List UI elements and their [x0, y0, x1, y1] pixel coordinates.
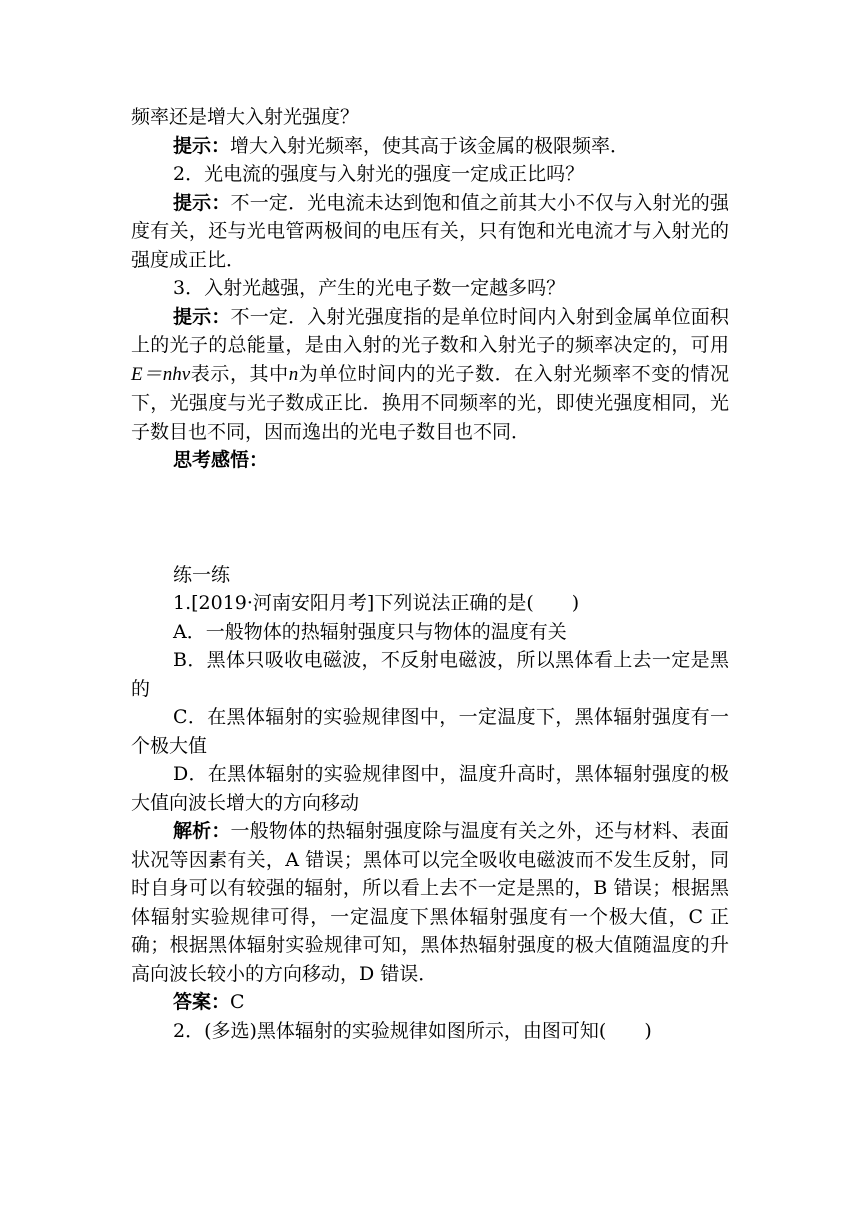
page-content — [131, 103, 729, 1045]
answer-value: C — [230, 991, 245, 1013]
practice-question-2: 2．(多选)黑体辐射的实验规律如图所示，由图可知( ) — [173, 1019, 652, 1042]
question-2: 2．光电流的强度与入射光的强度一定成正比吗？ — [173, 163, 585, 185]
hint-text-part2: 表示，其中 — [190, 362, 289, 385]
analysis-text: 一般物体的热辐射强度除与温度有关之外，还与材料、表面状况等因素有关，A 错误；黑体可以完全吸收电磁波而不发生反射，同时自身可以有较强的辐射，所以看上去不一定是黑的，B 错误；根据黑体辐射实验规律可得，一定温度下黑体辐射强度有一个极大值，C 正确；根据黑体辐射实验规律可知，黑体热辐射强度的极大值随温度的升高向波长较小的方向移动，D 错误． — [131, 820, 729, 985]
option-a: A．一般物体的热辐射强度只与物体的温度有关 — [173, 620, 567, 643]
blank-space — [131, 475, 729, 561]
hint-label: 提示： — [173, 134, 231, 157]
question-continuation: 频率还是增大入射光强度？ — [131, 106, 360, 128]
option-c: C．在黑体辐射的实验规律图中，一定温度下，黑体辐射强度有一个极大值 — [131, 706, 729, 757]
answer — [131, 988, 729, 1017]
option-d: D．在黑体辐射的实验规律图中，温度升高时，黑体辐射强度的极大值向波长增大的方向移动 — [131, 763, 729, 814]
hint-text: 增大入射光频率，使其高于该金属的极限频率． — [230, 134, 630, 157]
practice-question-1: 1.[2019·河南安阳月考]下列说法正确的是( ) — [173, 592, 580, 614]
hint-2 — [131, 189, 729, 275]
hint-text-part3: 为单位时间内的光子数．在入射光频率不变的情况下，光强度与光子数成正比．换用不同频率的光，即使光强度相同，光子数目也不同，因而逸出的光电子数目也不同． — [131, 362, 729, 443]
formula: E＝nhν — [131, 363, 191, 385]
question-3: 3．入射光越强，产生的光电子数一定越多吗？ — [173, 277, 566, 299]
hint-text: 不一定．光电流未达到饱和值之前其大小不仅与入射光的强度有关，还与光电管两极间的电压有关，只有饱和光电流才与入射光的强度成正比． — [131, 191, 729, 271]
practice-heading: 练一练 — [173, 563, 231, 586]
hint-label: 提示： — [173, 191, 231, 214]
reflection-label: 思考感悟： — [173, 449, 269, 471]
option-b: B．黑体只吸收电磁波，不反射电磁波，所以黑体看上去一定是黑的 — [131, 649, 729, 700]
hint-label: 提示： — [173, 305, 231, 328]
hint-3 — [131, 303, 729, 447]
hint-1 — [131, 132, 729, 161]
analysis — [131, 817, 729, 988]
hint-text-part1: 不一定．入射光强度指的是单位时间内入射到金属单位面积上的光子的总能量，是由入射的光子数和入射光子的频率决定的，可用 — [131, 305, 729, 356]
variable-n: n — [288, 363, 299, 385]
analysis-label: 解析： — [173, 820, 231, 842]
answer-label: 答案： — [173, 991, 231, 1013]
